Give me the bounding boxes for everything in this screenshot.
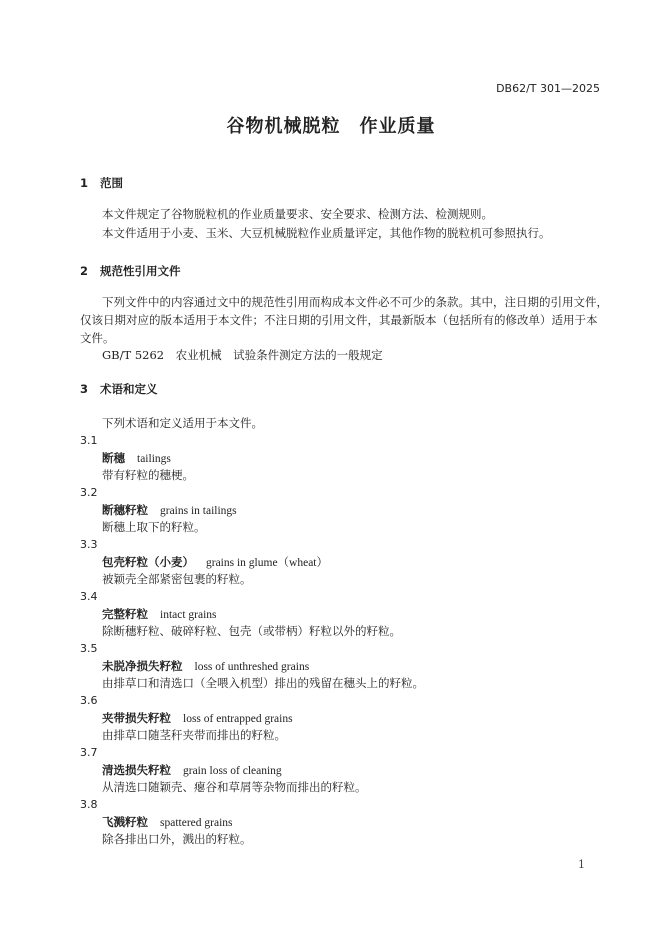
term-en: intact grains [160,609,217,621]
section-heading-normative-references [80,263,181,279]
term-definition: 由排草口随茎秆夹带而排出的籽粒。 [102,728,286,742]
term-entry [102,502,237,518]
section-title: 术语和定义 [100,382,158,396]
term-number: 3.6 [80,694,98,707]
term-entry [102,814,233,830]
term-en: tailings [137,453,171,465]
term-entry [102,450,171,466]
term-definition: 被颖壳全部紧密包裹的籽粒。 [102,572,252,586]
term-entry [102,762,282,778]
term-zh: 断穗籽粒 [102,503,148,517]
paragraph: 本文件规定了谷物脱粒机的作业质量要求、安全要求、检测方法、检测规则。 [102,207,493,221]
term-number: 3.8 [80,798,98,811]
paragraph: 本文件适用于小麦、玉米、大豆机械脱粒作业质量评定，其他作物的脱粒机可参照执行。 [102,226,551,240]
document-code: DB62/T 301—2025 [496,82,600,95]
term-en: grain loss of cleaning [183,765,282,777]
term-zh: 飞溅籽粒 [102,815,148,829]
term-number: 3.2 [80,486,98,499]
term-zh: 夹带损失籽粒 [102,711,171,725]
term-definition: 带有籽粒的穗梗。 [102,468,194,482]
term-zh: 未脱净损失籽粒 [102,659,183,673]
term-definition: 除各排出口外，溅出的籽粒。 [102,832,252,846]
term-zh: 包壳籽粒（小麦） [102,555,194,569]
term-definition: 除断穗籽粒、破碎籽粒、包壳（或带柄）籽粒以外的籽粒。 [102,624,401,638]
term-en: spattered grains [160,817,233,829]
term-en: grains in glume（wheat） [206,557,329,569]
term-definition: 从清选口随颖壳、瘪谷和草屑等杂物而排出的籽粒。 [102,780,367,794]
term-en: loss of unthreshed grains [194,661,310,673]
section-number: 3 [80,382,89,396]
page-number: 1 [578,858,585,871]
term-definition: 由排草口和清选口（全喂入机型）排出的残留在穗头上的籽粒。 [102,676,424,690]
term-number: 3.3 [80,538,98,551]
term-en: loss of entrapped grains [183,713,293,725]
paragraph-line: 文件。 [80,331,115,345]
page-title: 谷物机械脱粒 作业质量 [226,116,436,137]
term-entry [102,606,217,622]
term-zh: 断穗 [102,451,125,465]
paragraph-line: 下列文件中的内容通过文中的规范性引用而构成本文件必不可少的条款。其中，注日期的引用文件， [102,295,608,309]
term-en: grains in tailings [160,505,237,517]
section-number: 1 [80,176,89,190]
term-zh: 完整籽粒 [102,607,148,621]
term-zh: 清选损失籽粒 [102,763,171,777]
section-number: 2 [80,264,89,278]
section-heading-scope [80,175,123,191]
term-definition: 断穗上取下的籽粒。 [102,520,206,534]
paragraph: 下列术语和定义适用于本文件。 [102,416,263,430]
term-number: 3.7 [80,746,98,759]
section-heading-terms-definitions [80,381,158,397]
term-number: 3.1 [80,434,98,447]
term-number: 3.4 [80,590,98,603]
reference-entry: GB/T 5262 农业机械 试验条件测定方法的一般规定 [102,348,383,362]
term-entry [102,554,328,570]
paragraph-line: 仅该日期对应的版本适用于本文件；不注日期的引用文件，其最新版本（包括所有的修改单）适用于本 [80,313,598,327]
section-title: 规范性引用文件 [100,264,181,278]
term-entry [102,658,309,674]
term-number: 3.5 [80,642,98,655]
section-title: 范围 [100,176,123,190]
term-entry [102,710,293,726]
